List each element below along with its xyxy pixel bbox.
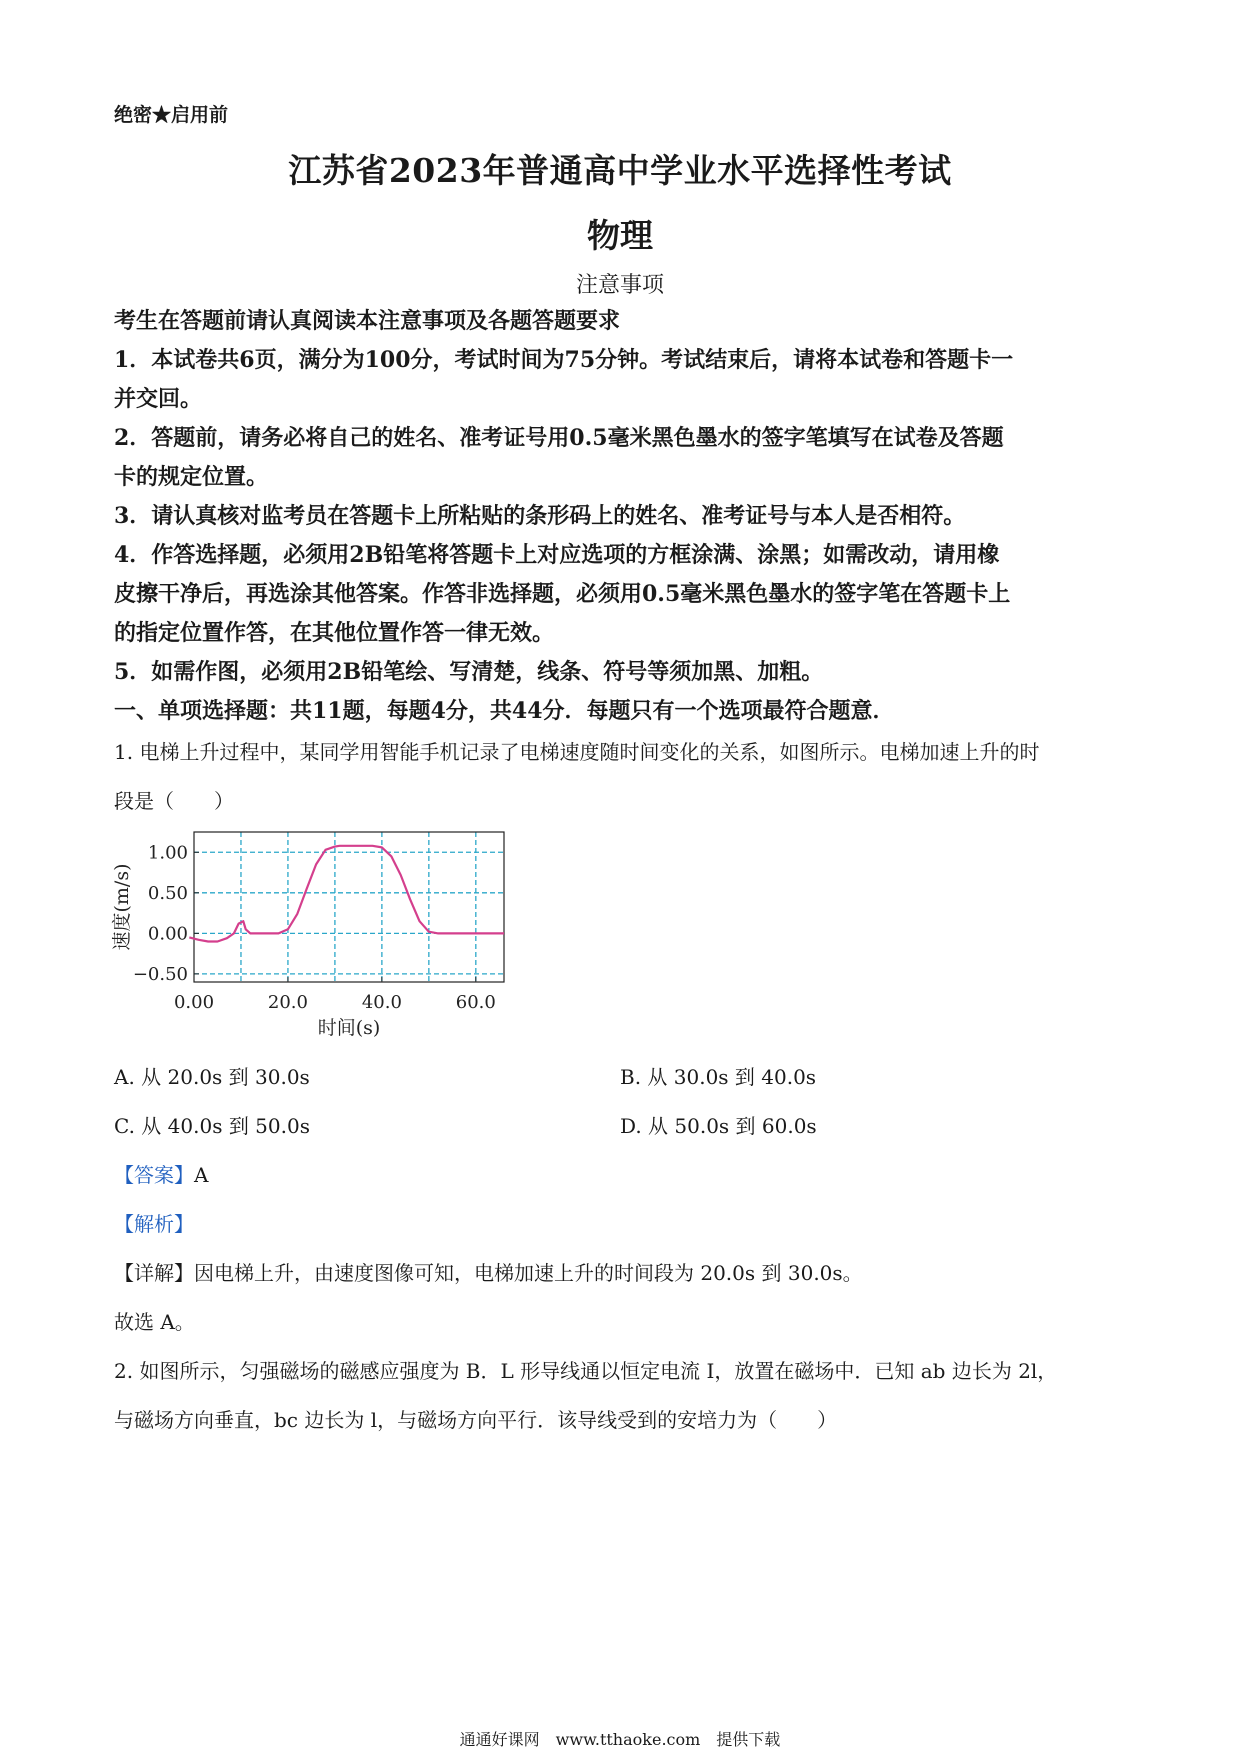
question-1-detail bbox=[114, 1261, 863, 1285]
y-tick-label: 1.00 bbox=[147, 842, 188, 864]
x-axis-label: 时间(s) bbox=[317, 1017, 381, 1039]
subject-title: 物理 bbox=[587, 216, 653, 255]
question-1-analysis bbox=[114, 1212, 194, 1236]
question-1-answer bbox=[114, 1163, 208, 1187]
y-axis-label: 速度(m/s) bbox=[111, 863, 133, 951]
x-tick-label: 40.0 bbox=[361, 992, 402, 1013]
x-tick-label: 20.0 bbox=[267, 992, 308, 1013]
notice-item-5: 5．如需作图，必须用2B铅笔绘、写清楚，线条、符号等须加黑、加粗。 bbox=[114, 659, 824, 685]
notice-item-4-line-1: 4．作答选择题，必须用2B铅笔将答题卡上对应选项的方框涂满、涂黑；如需改动，请用橡 bbox=[114, 542, 1000, 568]
notice-heading: 注意事项 bbox=[575, 273, 664, 298]
question-2-line-1: 2. 如图所示，匀强磁场的磁感应强度为 B．L 形导线通以恒定电流 I，放置在磁场中．已知 ab 边长为 2l， bbox=[114, 1359, 1058, 1383]
detail-label: 【详解】 bbox=[114, 1261, 194, 1285]
question-1-option-d: D. 从 50.0s 到 60.0s bbox=[620, 1114, 817, 1138]
notice-item-1-line-1: 1．本试卷共6页，满分为100分，考试时间为75分钟。考试结束后，请将本试卷和答题卡一 bbox=[114, 347, 1014, 373]
velocity-series-line bbox=[189, 846, 504, 942]
question-1-line-1: 1. 电梯上升过程中，某同学用智能手机记录了电梯速度随时间变化的关系，如图所示。电梯加速上升的时 bbox=[114, 740, 1040, 764]
x-tick-label: 0.00 bbox=[173, 992, 215, 1013]
notice-item-2-line-2: 卡的规定位置。 bbox=[114, 464, 269, 490]
page-footer: 通通好课网 www.tthaoke.com 提供下载 bbox=[459, 1730, 781, 1749]
question-1-option-c: C. 从 40.0s 到 50.0s bbox=[114, 1114, 310, 1138]
notice-item-4-line-2: 皮擦干净后，再选涂其他答案。作答非选择题，必须用0.5毫米黑色墨水的签字笔在答题卡上 bbox=[114, 581, 1011, 607]
question-2-line-2: 与磁场方向垂直，bc 边长为 l，与磁场方向平行．该导线受到的安培力为（ ） bbox=[114, 1408, 838, 1432]
y-tick-label: 0.00 bbox=[147, 923, 188, 945]
y-tick-label: −0.50 bbox=[132, 963, 188, 985]
secret-mark: 绝密★启用前 bbox=[114, 104, 229, 126]
answer-value: A bbox=[194, 1163, 209, 1187]
question-1-line-2: 段是（ ） bbox=[114, 789, 234, 813]
question-1-conclusion: 故选 A。 bbox=[114, 1310, 195, 1334]
question-1-option-a: A. 从 20.0s 到 30.0s bbox=[114, 1065, 310, 1089]
velocity-time-chart bbox=[111, 822, 514, 1042]
analysis-label: 【解析】 bbox=[114, 1212, 194, 1236]
y-tick-label: 0.50 bbox=[147, 882, 188, 904]
notice-item-3: 3．请认真核对监考员在答题卡上所粘贴的条形码上的姓名、准考证号与本人是否相符。 bbox=[114, 503, 966, 529]
notice-item-4-line-3: 的指定位置作答，在其他位置作答一律无效。 bbox=[114, 620, 555, 646]
exam-title: 江苏省2023年普通高中学业水平选择性考试 bbox=[288, 151, 952, 190]
detail-text: 因电梯上升，由速度图像可知，电梯加速上升的时间段为 20.0s 到 30.0s。 bbox=[194, 1261, 863, 1285]
question-1-option-b: B. 从 30.0s 到 40.0s bbox=[620, 1065, 817, 1089]
section-1-heading: 一、单项选择题：共11题，每题4分，共44分．每题只有一个选项最符合题意． bbox=[114, 698, 895, 724]
notice-item-2-line-1: 2．答题前，请务必将自己的姓名、准考证号用0.5毫米黑色墨水的签字笔填写在试卷及答题 bbox=[114, 425, 1004, 451]
x-tick-label: 60.0 bbox=[455, 992, 496, 1013]
answer-label: 【答案】 bbox=[114, 1163, 194, 1187]
notice-item-1-line-2: 并交回。 bbox=[114, 386, 203, 412]
notice-intro: 考生在答题前请认真阅读本注意事项及各题答题要求 bbox=[114, 308, 621, 334]
